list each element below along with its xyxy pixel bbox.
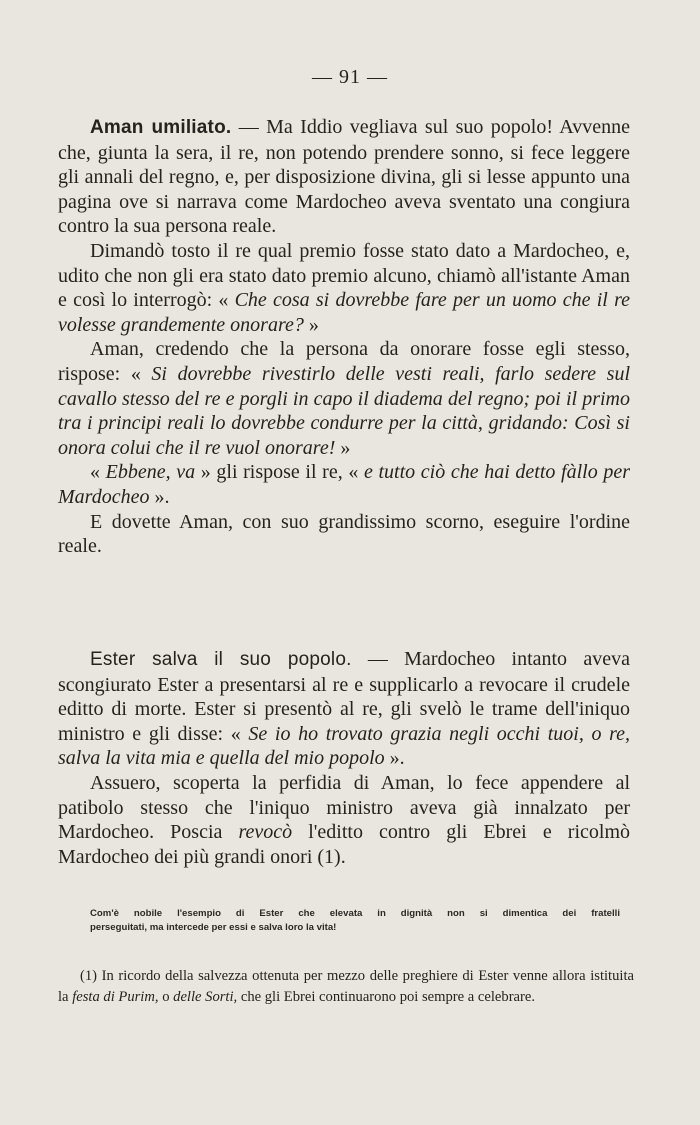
moral-line: Com'è nobile l'esempio di Ester che elevata in dignità non si dimentica dei fratelli: [90, 908, 620, 919]
moral-note: [90, 907, 620, 935]
quote: Si dovrebbe rivestirlo delle vesti reali, farlo sedere sul cavallo stesso del re e porgli in capo il diadema del regno; poi il primo tra i principi reali lo dovrebbe condurre per la città, gridando: Così si onora colui che il re vuol onorare!: [58, 362, 630, 459]
paragraph: Ester salva il suo popolo. — Mardocheo intanto aveva scongiurato Ester a presentarsi al re e supplicarlo a revocare il crudele editto di morte. Ester si presentò al re, gli svelò le trame dell'iniquo ministro e gli disse: « Se io ho trovato grazia negli occhi tuoi, o re, salva la vita mia e quella del mio popolo ».: [58, 648, 631, 770]
paragraph: Dimandò tosto il re qual premio fosse stato dato a Mardocheo, e, udito che non gli era stato dato premio alcuno, chiamò all'istante Aman e così lo interrogò: « Che cosa si dovrebbe fare per un uomo che il re volesse grandemente onorare? »: [58, 239, 630, 336]
paragraph: « Ebbene, va » gli rispose il re, « e tutto ciò che hai detto fàllo per Mardocheo ».: [58, 461, 630, 508]
section-heading: Aman umiliato.: [90, 117, 232, 138]
footnote-text: (1) In ricordo della salvezza ottenuta per mezzo delle preghiere di Ester venne allora istituita la festa di Purim, o delle Sorti, che gli Ebrei continuarono poi sempre a celebrare.: [58, 968, 634, 1005]
paragraph: Aman umiliato. — Ma Iddio vegliava sul suo popolo! Avvenne che, giunta la sera, il re, non potendo prendere sonno, si fece leggere gli annali del regno, e, per disposizione divina, gli si lesse appunto una pagina ove si narrava come Mardocheo aveva sventato una congiura contro la sua persona reale.: [58, 116, 631, 238]
paragraph: Aman, credendo che la persona da onorare fosse egli stesso, rispose: « Si dovrebbe rivestirlo delle vesti reali, farlo sedere sul cavallo stesso del re e porgli in capo il diadema del regno; poi il primo tra i principi reali lo dovrebbe condurre per la città, gridando: Così si onora colui che il re vuol onorare! »: [58, 338, 630, 459]
quote: Se io ho trovato grazia negli occhi tuoi, o re, salva la vita mia e quella del mio popolo: [58, 722, 631, 770]
section-aman-umiliato: [58, 115, 630, 559]
section-heading: Ester salva il suo popolo.: [90, 649, 352, 670]
footnote: [58, 966, 634, 1007]
moral-line: perseguitati, ma intercede per essi e salva loro la vita!: [90, 922, 337, 933]
quote: Ebbene, va: [105, 461, 196, 484]
paragraph: Assuero, scoperta la perfidia di Aman, lo fece appendere al patibolo stesso che l'iniquo ministro aveva già innalzato per Mardocheo. Poscia revocò l'editto contro gli Ebrei e ricolmò Mardocheo dei più grandi onori (1).: [58, 771, 631, 868]
section-ester-salva: [58, 647, 630, 869]
quote: Che cosa si dovrebbe fare per un uomo che il re volesse grandemente onorare?: [58, 289, 630, 336]
emphasis: revocò: [238, 821, 293, 844]
quote: e tutto ciò che hai detto fàllo per Mardocheo: [58, 461, 630, 508]
page-number: — 91 —: [312, 66, 388, 88]
paragraph: E dovette Aman, con suo grandissimo scorno, eseguire l'ordine reale.: [58, 510, 630, 558]
